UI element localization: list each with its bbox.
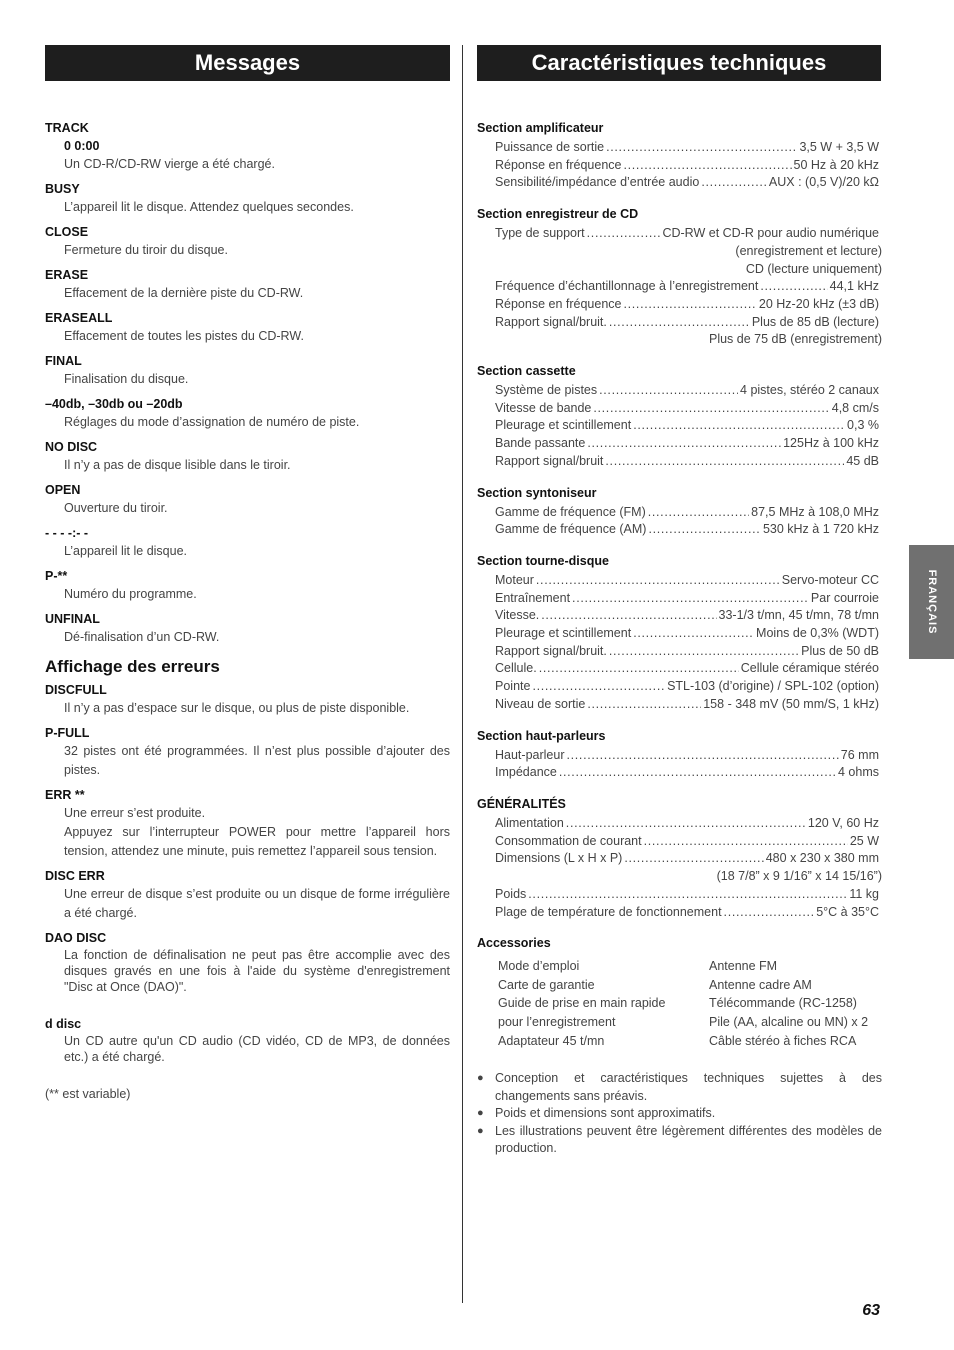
spec-section-title: Section syntoniseur <box>477 485 597 500</box>
message-entry <box>45 266 450 303</box>
dot-leader <box>559 764 836 782</box>
spec-label: Vitesse. <box>495 608 540 623</box>
spec-row <box>477 886 882 904</box>
language-tab-label: FRANÇAIS <box>925 569 938 635</box>
errors-heading: Affichage des erreurs <box>45 657 220 676</box>
spec-value: 0,3 % <box>847 418 879 433</box>
dot-leader <box>566 747 838 765</box>
spec-section-title: GÉNÉRALITÉS <box>477 796 566 811</box>
spec-row <box>477 139 882 157</box>
message-entry <box>45 481 450 518</box>
spec-label: Haut-parleur <box>495 747 565 762</box>
spec-value: 120 V, 60 Hz <box>807 815 879 830</box>
spec-row <box>477 660 882 678</box>
specifications-heading: Caractéristiques techniques <box>477 45 881 81</box>
spec-value: Servo-moteur CC <box>781 572 879 587</box>
specifications-column <box>477 119 882 1158</box>
messages-column <box>45 119 450 1101</box>
spec-row <box>477 607 882 625</box>
spec-row <box>477 296 882 314</box>
spec-label: Plage de température de fonctionnement <box>495 904 722 919</box>
accessory-item: Câble stéréo à fiches RCA <box>709 1033 857 1048</box>
dot-leader <box>587 435 781 453</box>
spec-section-title: Section amplificateur <box>477 121 604 135</box>
spec-label: Gamme de fréquence (AM) <box>495 522 647 537</box>
dot-leader <box>606 139 797 157</box>
dot-leader <box>532 678 665 696</box>
spec-row <box>477 314 882 332</box>
message-code: ERASE <box>45 268 89 282</box>
spec-row <box>477 435 882 453</box>
accessory-item: Mode d’emploi <box>498 959 580 974</box>
spec-value: STL-103 (d’origine) / SPL-102 (option) <box>667 679 879 694</box>
spec-value: 3,5 W + 3,5 W <box>799 140 879 154</box>
message-code: - - - -:- - <box>45 526 89 540</box>
dot-leader <box>587 696 701 714</box>
spec-row <box>477 157 882 175</box>
spec-row <box>477 904 882 922</box>
accessory-item: pour l’enregistrement <box>498 1014 616 1029</box>
spec-value: 125Hz à 100 kHz <box>783 436 879 451</box>
accessories-list <box>477 957 882 1050</box>
dot-leader <box>623 157 791 175</box>
note-text: Les illustrations peuvent être légèrement différentes des modèles de production. <box>495 1123 882 1156</box>
message-code: –40db, –30db ou –20db <box>45 397 183 411</box>
spec-label: Consommation de courant <box>495 833 642 848</box>
message-entry <box>45 309 450 346</box>
spec-value: AUX : (0,5 V)/20 kΩ <box>768 175 879 190</box>
message-description: L’appareil lit le disque. <box>64 544 187 558</box>
error-code: DAO DISC <box>45 931 107 945</box>
column-divider <box>462 45 463 1303</box>
spec-row <box>477 833 882 851</box>
spec-row <box>477 678 882 696</box>
notes-list <box>477 1070 882 1158</box>
dot-leader <box>605 453 844 471</box>
spec-label: Type de support <box>495 226 585 241</box>
spec-value: 4 ohms <box>838 765 879 780</box>
dot-leader <box>609 314 750 332</box>
dot-leader <box>633 417 845 435</box>
spec-value: 158 - 348 mV (50 mm/S, 1 kHz) <box>703 696 879 711</box>
error-code: P-FULL <box>45 726 90 740</box>
spec-row <box>477 225 882 243</box>
message-entry <box>45 223 450 260</box>
accessory-item: Télécommande (RC-1258) <box>709 996 857 1011</box>
accessories-title: Accessories <box>477 936 551 951</box>
spec-value: 44,1 kHz <box>829 279 879 294</box>
message-code: BUSY <box>45 182 80 196</box>
error-description: Il n’y a pas d’espace sur le disque, ou plus de piste disponible. <box>64 701 410 715</box>
note-text: Poids et dimensions sont approximatifs. <box>495 1106 716 1121</box>
message-code: NO DISC <box>45 440 98 454</box>
spec-row <box>477 417 882 435</box>
error-code: DISCFULL <box>45 683 107 697</box>
spec-label: Poids <box>495 886 527 901</box>
message-entry <box>45 395 450 432</box>
error-entry <box>45 1015 450 1065</box>
spec-section <box>477 795 882 921</box>
error-description: Une erreur s’est produite. <box>64 806 206 820</box>
spec-section-title: Section haut-parleurs <box>477 728 606 743</box>
message-description: Numéro du programme. <box>64 587 197 601</box>
spec-label: Bande passante <box>495 436 586 451</box>
spec-value: 87,5 MHz à 108,0 MHz <box>751 504 879 519</box>
message-description: Finalisation du disque. <box>64 372 189 386</box>
spec-label: Cellule. <box>495 661 537 676</box>
dot-leader <box>609 643 799 661</box>
message-description: Effacement de toutes les pistes du CD-RW. <box>64 329 304 343</box>
note-item <box>477 1070 882 1105</box>
spec-label: Alimentation <box>495 815 564 830</box>
error-entry <box>45 867 450 923</box>
spec-row <box>477 504 882 522</box>
message-entry <box>45 438 450 475</box>
dot-leader <box>760 278 827 296</box>
error-entry <box>45 724 450 780</box>
spec-value: Par courroie <box>810 590 879 605</box>
spec-value: CD-RW et CD-R pour audio numérique <box>662 226 879 241</box>
spec-value: Plus de 50 dB <box>801 643 879 658</box>
dot-leader <box>644 833 848 851</box>
language-tab <box>909 545 954 659</box>
error-entry <box>45 681 450 718</box>
error-code: DISC ERR <box>45 869 105 883</box>
message-code: FINAL <box>45 354 82 368</box>
spec-section <box>477 484 882 539</box>
accessory-item: Antenne FM <box>709 959 778 974</box>
accessories-section <box>477 934 882 1050</box>
spec-section <box>477 362 882 471</box>
message-code: OPEN <box>45 483 81 497</box>
spec-section <box>477 727 882 782</box>
dot-leader <box>536 572 780 590</box>
spec-label: Vitesse de bande <box>495 400 592 415</box>
message-description: Un CD-R/CD-RW vierge a été chargé. <box>64 157 275 171</box>
dot-leader <box>587 225 661 243</box>
dot-leader <box>633 625 754 643</box>
message-display: 0 0:00 <box>64 139 100 153</box>
message-code: ERASEALL <box>45 311 113 325</box>
message-code: CLOSE <box>45 225 89 239</box>
message-description: Ouverture du tiroir. <box>64 501 168 515</box>
spec-value: 25 W <box>849 833 879 848</box>
message-entry <box>45 119 450 174</box>
spec-label: Pointe <box>495 679 531 694</box>
spec-value: Cellule céramique stéréo <box>740 661 879 676</box>
spec-label: Puissance de sortie <box>495 140 605 154</box>
dot-leader <box>539 660 739 678</box>
spec-label: Niveau de sortie <box>495 696 586 711</box>
spec-section-title: Section enregistreur de CD <box>477 207 639 222</box>
error-description: Appuyez sur l’interrupteur POWER pour mettre l’appareil hors tension, attendez une minute, puis remettez l’appareil sous tension. <box>64 825 450 858</box>
error-code: ERR ** <box>45 788 85 802</box>
spec-value: 45 dB <box>846 453 879 468</box>
message-entry <box>45 524 450 561</box>
spec-row <box>477 850 882 868</box>
message-entry <box>45 567 450 604</box>
note-item <box>477 1105 882 1123</box>
error-entry <box>45 786 450 861</box>
spec-row <box>477 747 882 765</box>
bullet-icon: ● <box>477 1107 484 1120</box>
spec-row <box>477 453 882 471</box>
spec-row <box>477 764 882 782</box>
spec-row <box>477 521 882 539</box>
note-item <box>477 1123 882 1158</box>
message-entry <box>45 180 450 217</box>
spec-value: 480 x 230 x 380 mm <box>765 851 879 866</box>
dot-leader <box>566 815 806 833</box>
spec-value: Moins de 0,3% (WDT) <box>756 626 879 641</box>
dot-leader <box>623 296 756 314</box>
message-entry <box>45 610 450 647</box>
message-description: L’appareil lit le disque. Attendez quelques secondes. <box>64 200 354 214</box>
spec-row <box>477 382 882 400</box>
error-description: Un CD autre qu'un CD audio (CD vidéo, CD de MP3, de données etc.) a été chargé. <box>64 1034 450 1064</box>
accessory-item: Carte de garantie <box>498 977 595 992</box>
spec-section-title: Section cassette <box>477 364 576 379</box>
spec-label: Fréquence d’échantillonnage à l’enregistrement <box>495 279 759 294</box>
bullet-icon: ● <box>477 1072 484 1085</box>
spec-row <box>477 174 882 192</box>
note-text: Conception et caractéristiques techniques sujettes à des changements sans préavis. <box>495 1071 882 1103</box>
spec-section <box>477 552 882 714</box>
dot-leader <box>572 590 809 608</box>
spec-label: Rapport signal/bruit. <box>495 314 607 329</box>
error-entry <box>45 929 450 995</box>
spec-value-continued: Plus de 75 dB (enregistrement) <box>708 332 882 347</box>
spec-value: 4,8 cm/s <box>831 400 879 415</box>
dot-leader <box>528 886 847 904</box>
spec-value-continued: CD (lecture uniquement) <box>745 261 882 276</box>
error-description: 32 pistes ont été programmées. Il n’est plus possible d’ajouter des pistes. <box>64 744 450 777</box>
spec-value: 11 kg <box>849 886 879 901</box>
dot-leader <box>624 850 763 868</box>
spec-label: Gamme de fréquence (FM) <box>495 504 646 519</box>
accessory-item: Pile (AA, alcaline ou MN) x 2 <box>709 1014 869 1029</box>
spec-label: Pleurage et scintillement <box>495 418 632 433</box>
spec-row <box>477 643 882 661</box>
accessory-item: Adaptateur 45 t/mn <box>498 1033 605 1048</box>
spec-value: 76 mm <box>840 747 879 762</box>
spec-value: Plus de 85 dB (lecture) <box>751 314 879 329</box>
message-code: TRACK <box>45 121 89 135</box>
message-code: P-** <box>45 569 68 583</box>
dot-leader <box>724 904 815 922</box>
spec-label: Rapport signal/bruit <box>495 453 604 468</box>
spec-label: Entraînement <box>495 590 571 605</box>
message-description: Effacement de la dernière piste du CD-RW. <box>64 286 304 300</box>
spec-row <box>477 625 882 643</box>
dot-leader <box>593 400 829 418</box>
spec-label: Dimensions (L x H x P) <box>495 851 623 866</box>
spec-value-continued: (18 7/8” x 9 1/16” x 14 15/16”) <box>716 869 882 884</box>
spec-value: 530 kHz à 1 720 kHz <box>762 522 879 537</box>
spec-label: Réponse en fréquence <box>495 157 622 172</box>
spec-value: 20 Hz-20 kHz (±3 dB) <box>758 296 879 311</box>
message-description: Réglages du mode d’assignation de numéro de piste. <box>64 415 360 429</box>
spec-label: Système de pistes <box>495 383 598 398</box>
spec-value: 4 pistes, stéréo 2 canaux <box>740 383 879 398</box>
spec-label: Réponse en fréquence <box>495 296 622 311</box>
spec-row <box>477 815 882 833</box>
messages-heading: Messages <box>45 45 450 81</box>
spec-label: Moteur <box>495 572 534 587</box>
message-description: Il n’y a pas de disque lisible dans le tiroir. <box>64 458 291 472</box>
error-description: Une erreur de disque s’est produite ou un disque de forme irrégulière a été chargé. <box>64 887 450 920</box>
dot-leader <box>701 174 767 192</box>
spec-row <box>477 590 882 608</box>
error-description: La fonction de définalisation ne peut pas être accomplie avec des disques gravés en une fois à l'aide du système d'enregistrement "Disc at Once (DAO)". <box>64 948 450 994</box>
accessory-item: Guide de prise en main rapide <box>498 996 666 1011</box>
message-description: Dé-finalisation d’un CD-RW. <box>64 630 220 644</box>
dot-leader <box>648 521 761 539</box>
error-code: d disc <box>45 1017 82 1031</box>
spec-section <box>477 205 882 349</box>
spec-row <box>477 696 882 714</box>
spec-label: Impédance <box>495 765 557 780</box>
spec-label: Pleurage et scintillement <box>495 626 632 641</box>
spec-value: 5°C à 35°C <box>816 904 879 919</box>
variable-note: (** est variable) <box>45 1087 131 1101</box>
message-code: UNFINAL <box>45 612 100 626</box>
dot-leader <box>541 607 716 625</box>
dot-leader <box>599 382 738 400</box>
spec-label: Rapport signal/bruit. <box>495 643 607 658</box>
spec-section-title: Section tourne-disque <box>477 553 609 568</box>
message-entry <box>45 352 450 389</box>
spec-value: 33-1/3 t/mn, 45 t/mn, 78 t/mn <box>718 608 879 623</box>
spec-value: 50 Hz à 20 kHz <box>793 157 879 172</box>
spec-row <box>477 572 882 590</box>
spec-label: Sensibilité/impédance d’entrée audio <box>495 175 700 190</box>
dot-leader <box>648 504 749 522</box>
spec-row <box>477 400 882 418</box>
spec-value-continued: (enregistrement et lecture) <box>735 243 882 258</box>
spec-row <box>477 278 882 296</box>
accessory-item: Antenne cadre AM <box>709 977 812 992</box>
spec-section <box>477 119 882 192</box>
message-description: Fermeture du tiroir du disque. <box>64 243 228 257</box>
page-number: 63 <box>862 1302 880 1319</box>
bullet-icon: ● <box>477 1124 484 1137</box>
